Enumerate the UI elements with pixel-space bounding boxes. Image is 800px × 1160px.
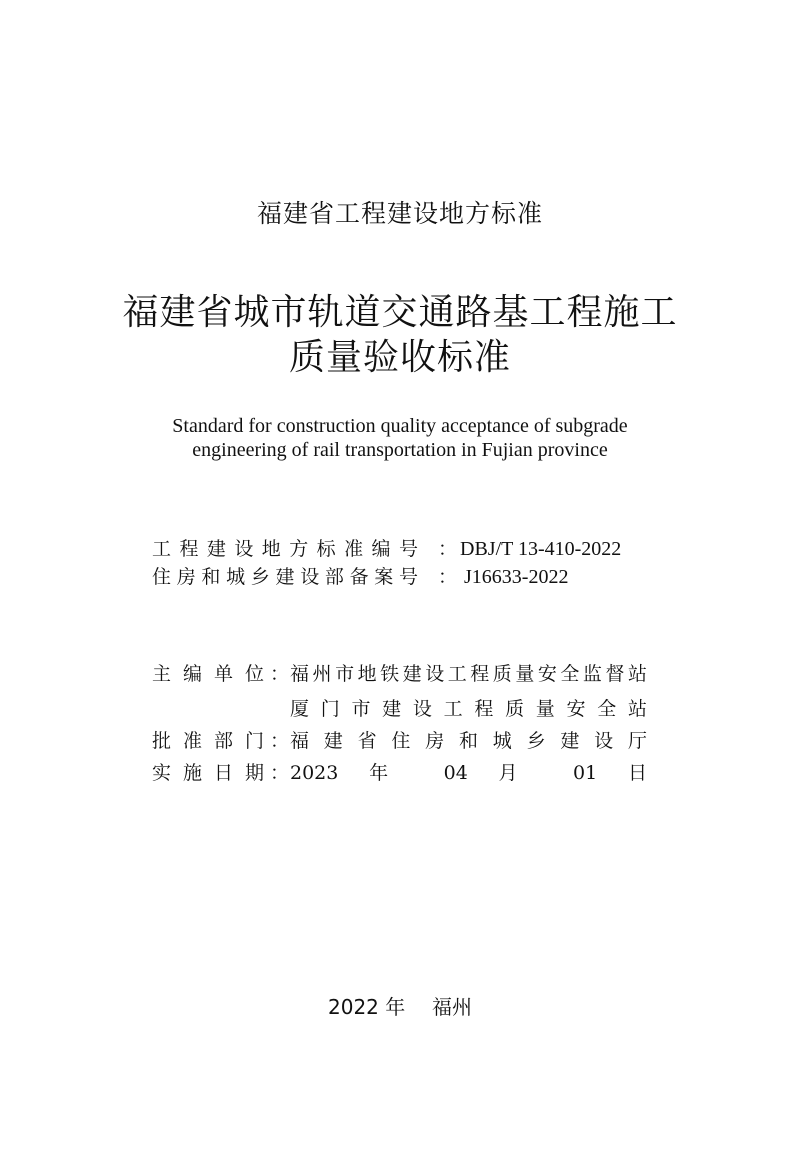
effective-date-row: [152, 760, 652, 786]
chief-editor-value-1: 福州市地铁建设工程质量安全监督站: [290, 663, 647, 685]
filing-number-value: J16633-2022: [464, 566, 569, 588]
chief-editor-colon: ：: [270, 663, 290, 685]
standard-number-label: 工程建设地方标准编号: [152, 538, 418, 560]
filing-number-colon: ：: [438, 566, 458, 588]
effective-date-value: 2023 年 04 月 01 日: [290, 762, 647, 784]
chief-editor-value-2: 厦门市建设工程质量安全站: [290, 698, 647, 720]
footer-year: 2022 年: [328, 995, 406, 1019]
chief-editor-label: 主编单位: [152, 663, 264, 685]
english-title-line-2: engineering of rail transportation in Fujian province: [192, 439, 608, 461]
main-title-line-2: 质量验收标准: [288, 337, 511, 378]
standard-number-row: [152, 536, 652, 562]
standard-number-colon: ：: [438, 538, 458, 560]
chief-editor-row-2: [152, 696, 652, 722]
filing-number-row: [152, 564, 652, 590]
english-title-line-1: Standard for construction quality acceptance of subgrade: [172, 415, 628, 437]
chief-editor-row: [152, 661, 652, 687]
standard-number-value: DBJ/T 13-410-2022: [460, 538, 622, 560]
effective-date-colon: ：: [270, 762, 290, 784]
filing-number-label: 住房和城乡建设部备案号: [152, 566, 418, 588]
footer-city: 福州: [431, 995, 472, 1019]
effective-date-label: 实施日期: [152, 762, 264, 784]
series-title: 福建省工程建设地方标准: [256, 199, 543, 228]
approval-dept-label: 批准部门: [152, 730, 264, 752]
approval-dept-row: [152, 728, 652, 754]
approval-dept-colon: ：: [270, 730, 290, 752]
footer: [0, 993, 800, 1021]
main-title-line-1: 福建省城市轨道交通路基工程施工: [122, 292, 678, 333]
approval-dept-value: 福建省住房和城乡建设厅: [290, 730, 647, 752]
